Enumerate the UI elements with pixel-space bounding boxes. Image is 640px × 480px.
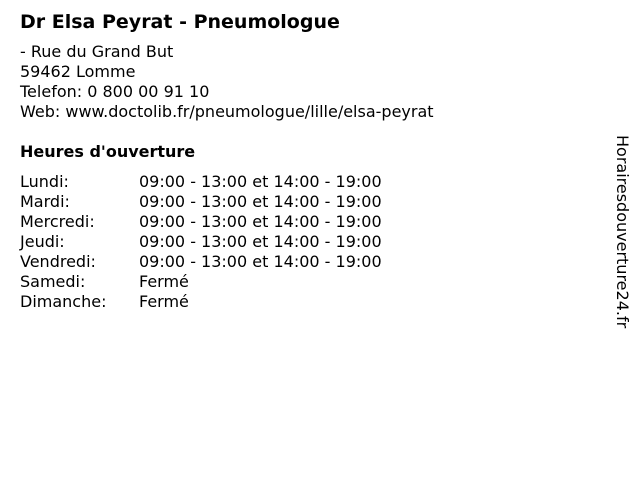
time-value: 09:00 - 13:00 et 14:00 - 19:00 [139, 212, 382, 231]
time-value: Fermé [139, 272, 189, 291]
hours-row-thursday [20, 232, 600, 252]
phone-line: Telefon: 0 800 00 91 10 [20, 82, 210, 101]
day-label: Vendredi: [20, 252, 96, 271]
day-label: Jeudi: [20, 232, 65, 251]
hours-row-sunday [20, 292, 600, 312]
time-value: Fermé [139, 292, 189, 311]
hours-row-friday [20, 252, 600, 272]
business-card [20, 10, 600, 312]
brand-text: Horairesdouverture24.fr [613, 135, 632, 329]
site-brand-watermark [610, 135, 634, 345]
opening-hours-heading: Heures d'ouverture [20, 142, 196, 161]
hours-row-tuesday [20, 192, 600, 212]
hours-row-saturday [20, 272, 600, 292]
day-label: Lundi: [20, 172, 69, 191]
city-line: 59462 Lomme [20, 62, 136, 81]
day-label: Samedi: [20, 272, 86, 291]
opening-hours-table [20, 172, 600, 312]
day-label: Mercredi: [20, 212, 95, 231]
time-value: 09:00 - 13:00 et 14:00 - 19:00 [139, 252, 382, 271]
day-label: Mardi: [20, 192, 70, 211]
hours-row-monday [20, 172, 600, 192]
time-value: 09:00 - 13:00 et 14:00 - 19:00 [139, 232, 382, 251]
time-value: 09:00 - 13:00 et 14:00 - 19:00 [139, 172, 382, 191]
hours-row-wednesday [20, 212, 600, 232]
street-address: - Rue du Grand But [20, 42, 174, 61]
page-title: Dr Elsa Peyrat - Pneumologue [20, 11, 340, 33]
day-label: Dimanche: [20, 292, 107, 311]
website-line: Web: www.doctolib.fr/pneumologue/lille/elsa-peyrat [20, 102, 434, 121]
time-value: 09:00 - 13:00 et 14:00 - 19:00 [139, 192, 382, 211]
address-block [20, 42, 600, 122]
